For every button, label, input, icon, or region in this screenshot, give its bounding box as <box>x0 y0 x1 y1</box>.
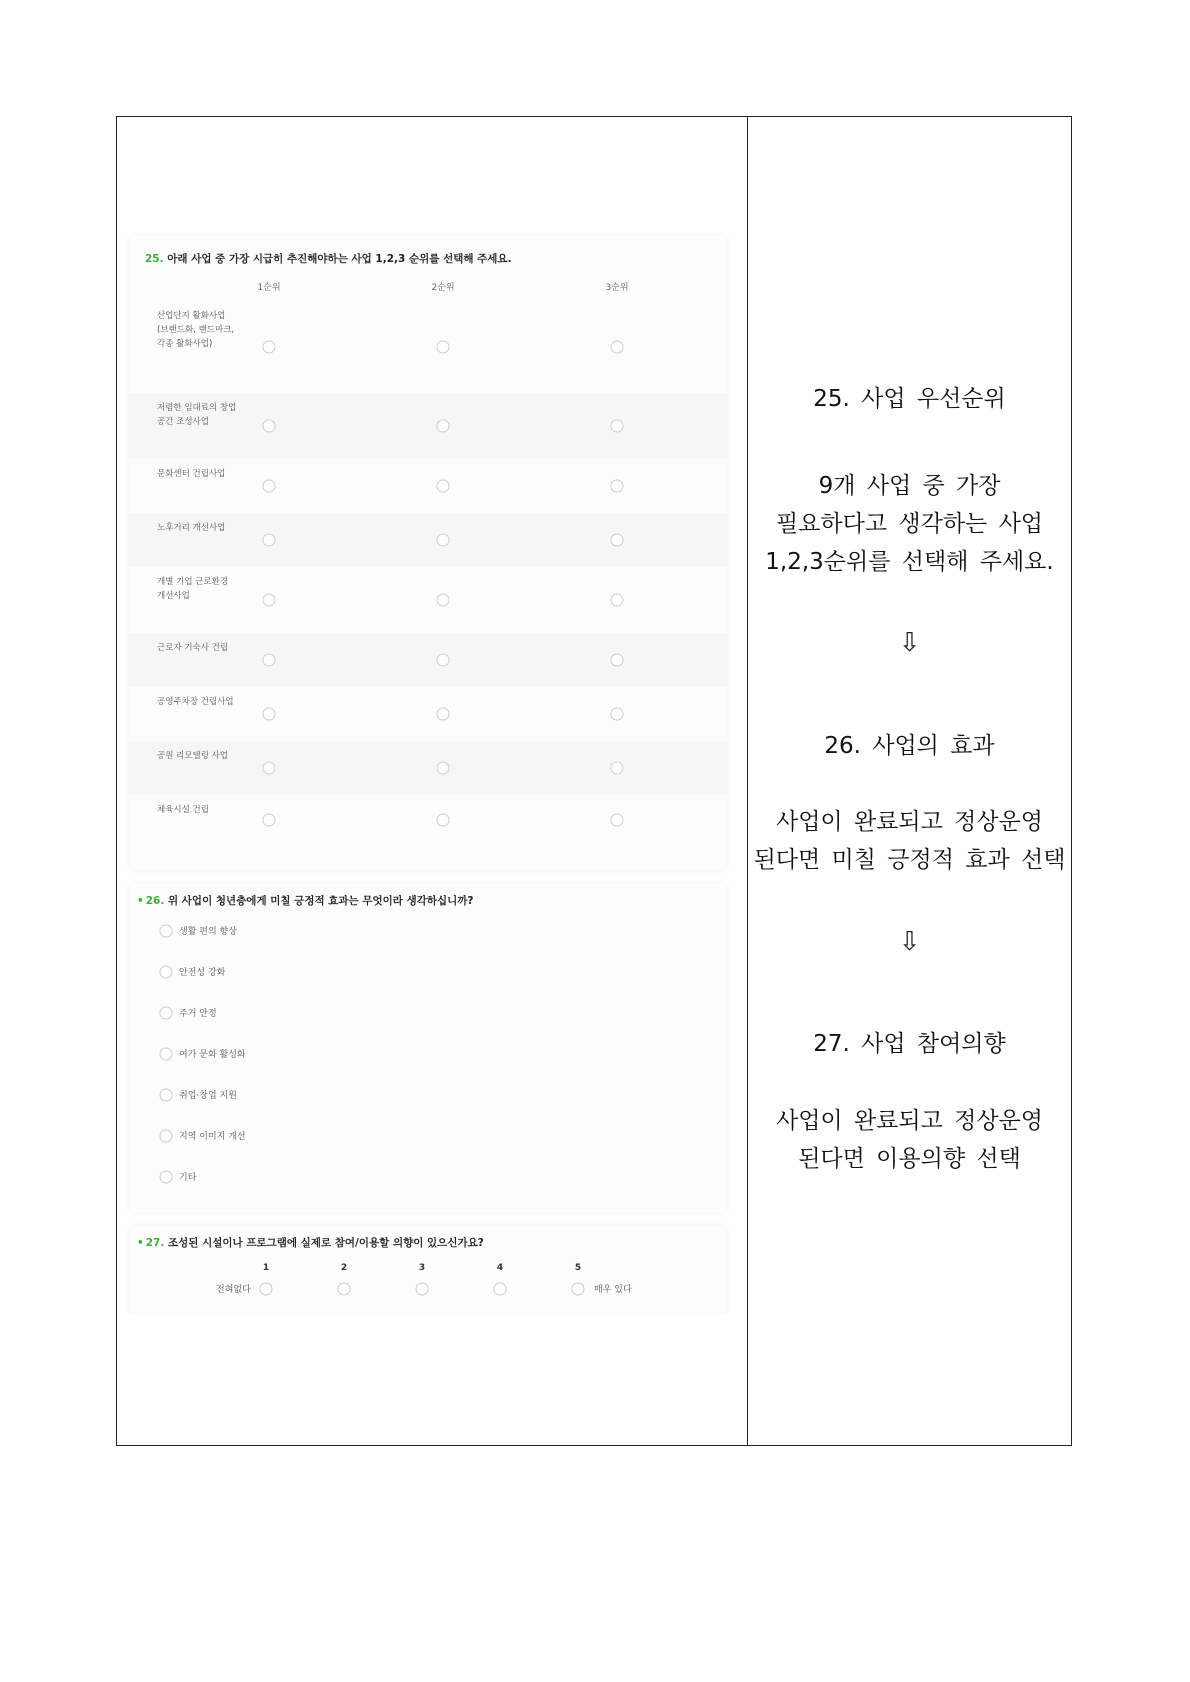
q25-number: 25. <box>145 253 164 265</box>
q25-row <box>129 795 727 845</box>
radio-button[interactable] <box>160 1007 173 1020</box>
down-arrow-icon: ⇩ <box>898 628 921 658</box>
q25-radio-rank-1[interactable] <box>263 341 276 354</box>
q26-title <box>137 893 474 908</box>
scale-radio-5[interactable] <box>572 1283 585 1296</box>
q25-radio-rank-1[interactable] <box>263 534 276 547</box>
q26-card: • 26. 위 사업이 청년층에게 미칠 긍정적 효과는 무엇이라 생각하십니까? 생활 편의 향상 안전성 강화 주거 안정 여가 문화 활성화 취업·창업 지원 지역 이미지 개선 기타 <box>129 883 727 1213</box>
q27-title <box>137 1235 484 1250</box>
q25-radio-rank-1[interactable] <box>263 814 276 827</box>
q27-card <box>129 1225 727 1313</box>
q25-col-2: 2순위 <box>431 283 455 293</box>
q25-radio-rank-1[interactable] <box>263 708 276 721</box>
q25-row <box>129 459 727 513</box>
down-arrow-icon: ⇩ <box>898 927 921 957</box>
q25-question: 아래 사업 중 가장 시급히 추진해야하는 사업 1,2,3 순위를 선택해 주세요. <box>167 253 512 265</box>
q25-radio-rank-1[interactable] <box>263 762 276 775</box>
q26-question: 위 사업이 청년층에게 미칠 긍정적 효과는 무엇이라 생각하십니까? <box>167 895 474 907</box>
radio-button[interactable] <box>160 1089 173 1102</box>
q25-radio-rank-3[interactable] <box>611 708 624 721</box>
q25-row <box>129 633 727 687</box>
note-27-title: 27. 사업 참여의향 <box>813 1031 1006 1057</box>
q25-radio-rank-2[interactable] <box>437 341 450 354</box>
scale-low-label: 전혀없다 <box>216 1285 251 1295</box>
q25-radio-rank-2[interactable] <box>437 814 450 827</box>
radio-button[interactable] <box>160 1130 173 1143</box>
radio-button[interactable] <box>160 1171 173 1184</box>
q25-row-label: 노후거리 개선사업 <box>157 523 226 533</box>
q25-col-1: 1순위 <box>257 283 281 293</box>
explanation-column <box>748 117 1071 1445</box>
q25-radio-rank-3[interactable] <box>611 762 624 775</box>
q25-radio-rank-3[interactable] <box>611 654 624 667</box>
radio-button[interactable] <box>160 966 173 979</box>
note-25-title: 25. 사업 우선순위 <box>813 386 1006 412</box>
q25-row <box>129 513 727 567</box>
scale-number: 5 <box>574 1263 582 1273</box>
q25-row <box>129 393 727 459</box>
radio-button[interactable] <box>160 925 173 938</box>
scale-high-label: 매우 있다 <box>594 1285 632 1295</box>
q25-radio-rank-1[interactable] <box>263 594 276 607</box>
note-27-line-1: 사업이 완료되고 정상운영 <box>775 1108 1044 1134</box>
q25-radio-rank-3[interactable] <box>611 480 624 493</box>
required-mark: • <box>137 895 144 907</box>
q25-radio-rank-3[interactable] <box>611 534 624 547</box>
q25-row-label: 개별 기업 근로환경 개선사업 <box>157 577 229 601</box>
q25-radio-rank-1[interactable] <box>263 420 276 433</box>
q25-radio-rank-3[interactable] <box>611 594 624 607</box>
scale-radio-4[interactable] <box>494 1283 507 1296</box>
q25-row-label: 공원 리모델링 사업 <box>157 751 229 761</box>
scale-number: 2 <box>340 1263 348 1273</box>
survey-screenshot <box>117 117 747 1445</box>
radio-button[interactable] <box>160 1048 173 1061</box>
q25-row-label: 근로자 기숙사 건립 <box>157 643 229 653</box>
scale-radio-3[interactable] <box>416 1283 429 1296</box>
q25-row <box>129 567 727 633</box>
q25-radio-rank-2[interactable] <box>437 420 450 433</box>
q25-radio-rank-2[interactable] <box>437 480 450 493</box>
q27-question: 조성된 시설이나 프로그램에 실제로 참여/이용할 의향이 있으신가요? <box>167 1237 484 1249</box>
scale-number: 1 <box>262 1263 270 1273</box>
note-25-line-2: 필요하다고 생각하는 사업 <box>775 511 1044 537</box>
note-27-line-2: 된다면 이용의향 선택 <box>798 1146 1021 1172</box>
q25-row-label: 저렴한 임대료의 창업공간 조성사업 <box>157 403 237 427</box>
scale-number: 3 <box>418 1263 426 1273</box>
scale-radio-2[interactable] <box>338 1283 351 1296</box>
q25-radio-rank-2[interactable] <box>437 594 450 607</box>
note-26-line-2: 된다면 미칠 긍정적 효과 선택 <box>753 847 1066 873</box>
note-26-line-1: 사업이 완료되고 정상운영 <box>775 809 1044 835</box>
q25-radio-rank-2[interactable] <box>437 654 450 667</box>
q25-radio-rank-3[interactable] <box>611 814 624 827</box>
q25-radio-rank-1[interactable] <box>263 654 276 667</box>
q25-row-label: 산업단지 활화사업 (브랜드화, 랜드마크, 각종 활화사업) <box>157 311 235 349</box>
q25-radio-rank-3[interactable] <box>611 420 624 433</box>
note-25-line-1: 9개 사업 중 가장 <box>818 473 1001 499</box>
q27-number: 27. <box>145 1237 165 1249</box>
q25-radio-rank-1[interactable] <box>263 480 276 493</box>
q25-row-label: 체육시설 건립 <box>157 805 209 815</box>
scale-number: 4 <box>496 1263 504 1273</box>
required-mark: • <box>137 1237 144 1249</box>
q25-card <box>129 235 727 871</box>
q25-row-label: 문화센터 건립사업 <box>157 469 226 479</box>
q25-row-label: 공영주차장 건립사업 <box>157 697 234 707</box>
q25-col-3: 3순위 <box>605 283 629 293</box>
q25-radio-rank-3[interactable] <box>611 341 624 354</box>
q26-number: 26. <box>145 895 165 907</box>
q25-row <box>129 301 727 393</box>
scale-radio-1[interactable] <box>260 1283 273 1296</box>
q25-row <box>129 687 727 741</box>
q25-radio-rank-2[interactable] <box>437 762 450 775</box>
q25-radio-rank-2[interactable] <box>437 708 450 721</box>
q25-row <box>129 741 727 795</box>
note-26-title: 26. 사업의 효과 <box>824 733 995 759</box>
q25-radio-rank-2[interactable] <box>437 534 450 547</box>
q25-title <box>145 251 512 266</box>
note-25-line-3: 1,2,3순위를 선택해 주세요. <box>765 549 1054 575</box>
